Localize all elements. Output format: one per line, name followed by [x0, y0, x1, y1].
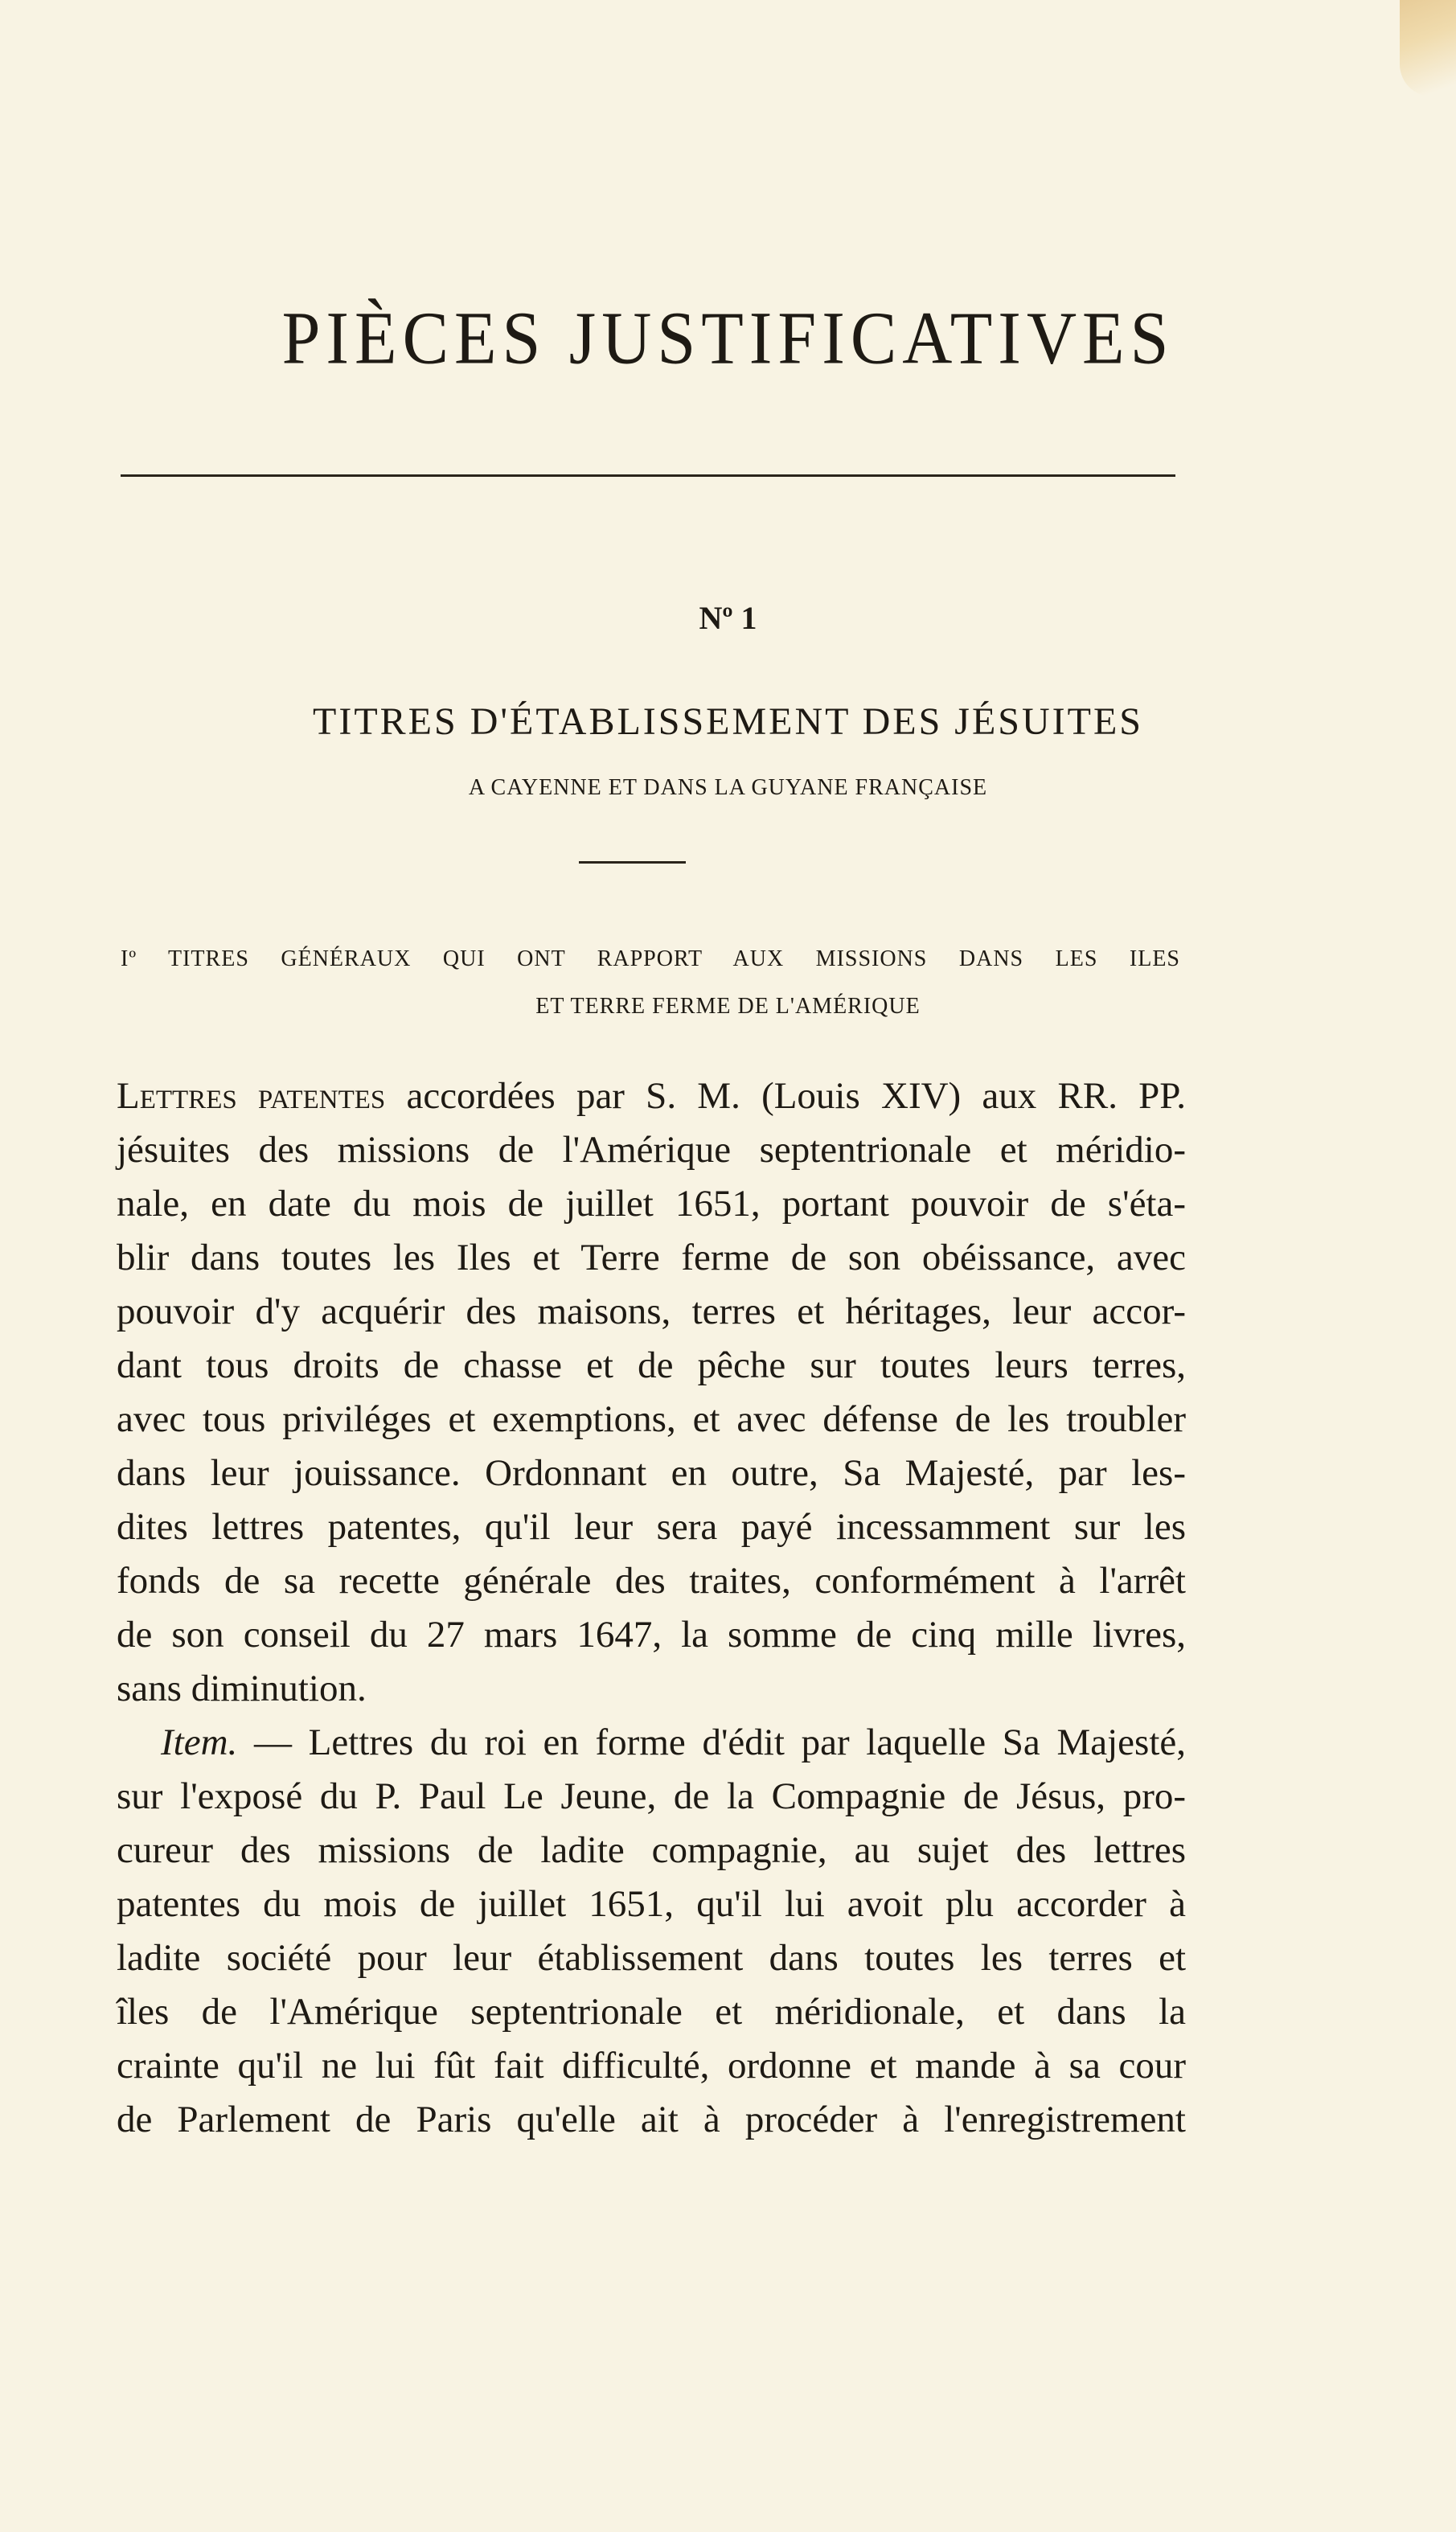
paragraph-2-line: patentes du mois de juillet 1651, qu'il lui avoit plu accorder à — [117, 1883, 1186, 1925]
paragraph-2-line: îles de l'Amérique septentrionale et méridionale, et dans la — [117, 1991, 1186, 2033]
paragraph-1-line: dans leur jouissance. Ordonnant en outre, Sa Majesté, par les- — [117, 1452, 1186, 1494]
page-title: PIÈCES JUSTIFICATIVES — [281, 296, 1175, 380]
paragraph-1-line: fonds de sa recette générale des traites, conformément à l'arrêt — [117, 1560, 1186, 1602]
paragraph-2-line: crainte qu'il ne lui fût fait difficulté, ordonne et mande à sa cour — [117, 2045, 1186, 2087]
section-title: TITRES D'ÉTABLISSEMENT DES JÉSUITES — [313, 700, 1143, 743]
paragraph-1-line-1 — [117, 1069, 1186, 1123]
paragraph-2-line: sur l'exposé du P. Paul Le Jeune, de la Compagnie de Jésus, pro- — [117, 1775, 1186, 1817]
paragraph-1-line: dant tous droits de chasse et de pêche sur toutes leurs terres, — [117, 1344, 1186, 1386]
section-subtitle: A CAYENNE ET DANS LA GUYANE FRANÇAISE — [468, 775, 988, 800]
section-divider — [579, 861, 686, 864]
paragraph-2-line: ladite société pour leur établissement dans toutes les terres et — [117, 1937, 1186, 1979]
paragraph-1-last-line: sans diminution. — [117, 1668, 367, 1709]
paragraph-1-line: de son conseil du 27 mars 1647, la somme de cinq mille livres, — [117, 1614, 1186, 1656]
paragraph-1-line: blir dans toutes les Iles et Terre ferme de son obéissance, avec — [117, 1237, 1186, 1278]
paragraph-2-line: cureur des missions de ladite compagnie, au sujet des lettres — [117, 1829, 1186, 1871]
title-divider — [121, 474, 1175, 477]
paragraph-1-line: avec tous priviléges et exemptions, et avec défense de les troubler — [117, 1398, 1186, 1440]
document-number: Nº 1 — [699, 600, 757, 636]
paragraph-1-line: pouvoir d'y acquérir des maisons, terres et héritages, leur accor- — [117, 1291, 1186, 1332]
paragraph-1-line-1-text: accordées par S. M. (Louis XIV) aux RR. PP. — [385, 1075, 1186, 1117]
paragraph-2-line: de Parlement de Paris qu'elle ait à procéder à l'enregistrement — [117, 2099, 1186, 2140]
paper-stain — [1400, 0, 1456, 96]
paragraph-2-line-1 — [117, 1716, 1186, 1770]
paragraph-1-line: nale, en date du mois de juillet 1651, portant pouvoir de s'éta- — [117, 1183, 1186, 1225]
paragraph-1-lead: Lettres patentes — [117, 1075, 386, 1117]
paragraph-2-lead: Item. — [161, 1722, 238, 1763]
paragraph-1-line: jésuites des missions de l'Amérique septentrionale et méridio- — [117, 1129, 1186, 1171]
subheading-line-2: ET TERRE FERME DE L'AMÉRIQUE — [535, 994, 921, 1019]
paragraph-1-line: dites lettres patentes, qu'il leur sera payé incessamment sur les — [117, 1506, 1186, 1548]
body-text — [117, 1069, 1186, 2147]
paragraph-2-line-1-text: — Lettres du roi en forme d'édit par laquelle Sa Majesté, — [237, 1722, 1186, 1763]
subheading-line-1: Iº TITRES GÉNÉRAUX QUI ONT RAPPORT AUX MISSIONS DANS LES ILES — [121, 946, 1180, 971]
